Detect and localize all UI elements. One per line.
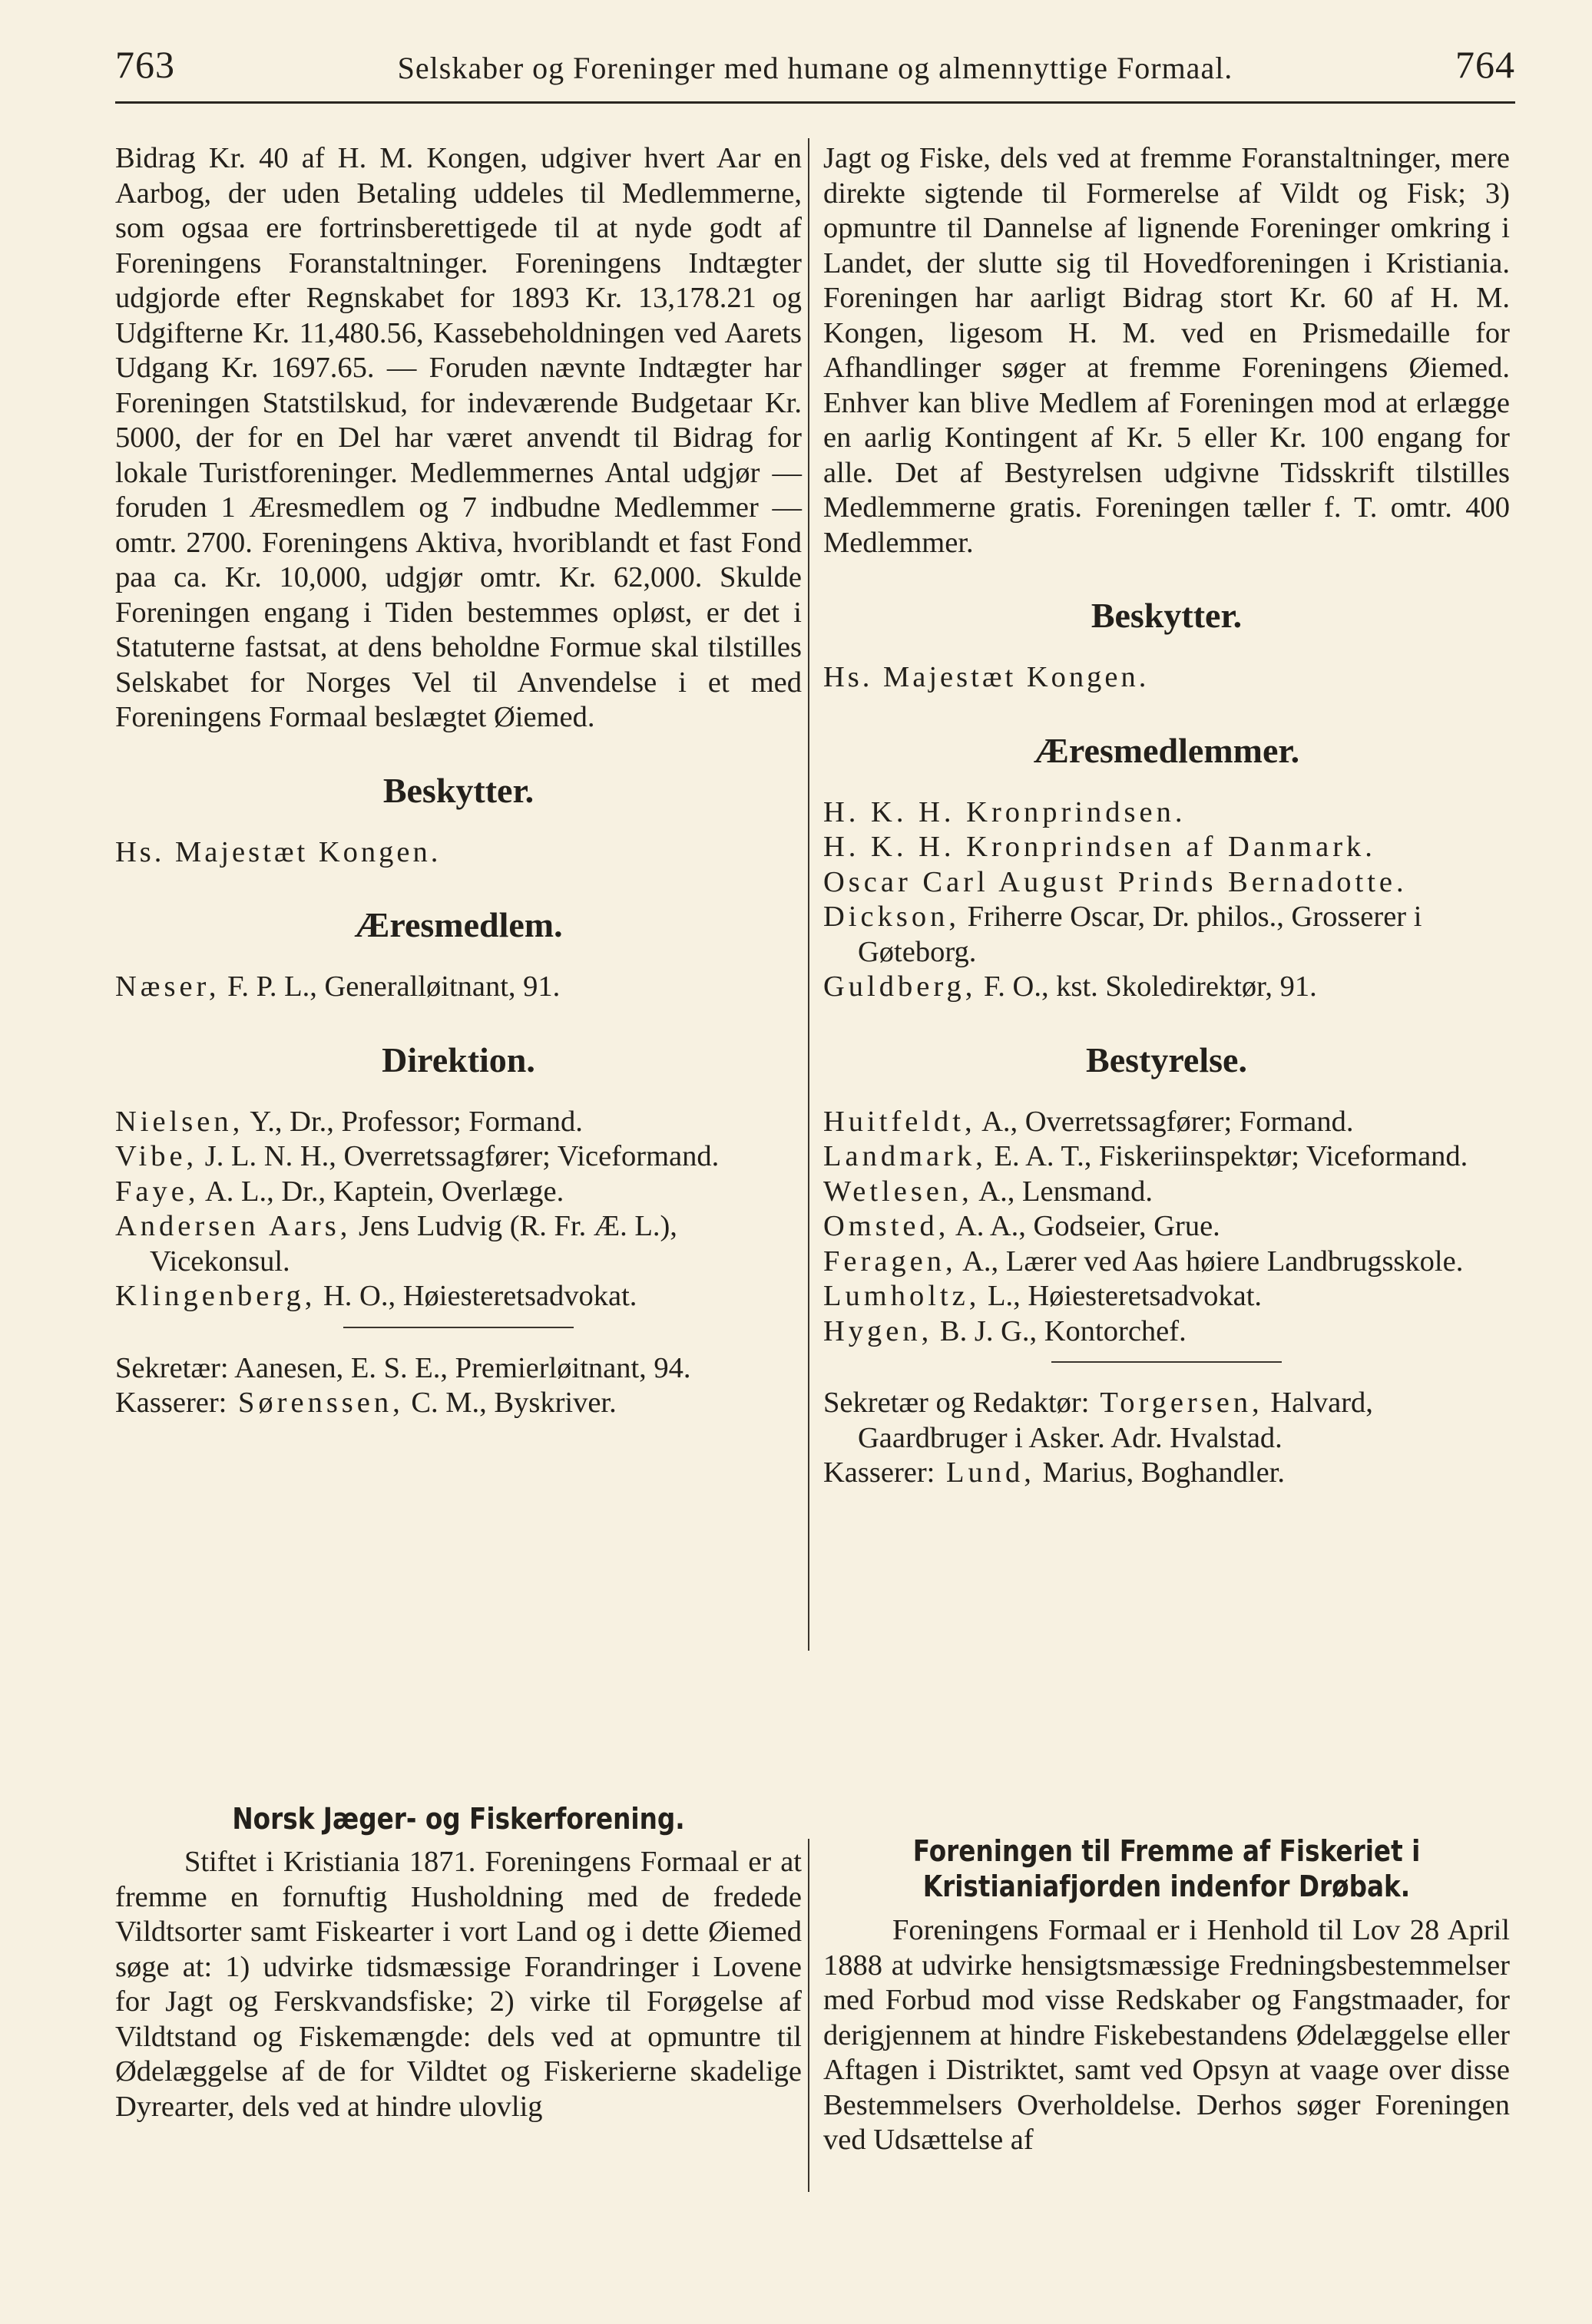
member-entry: Hygen, B. J. G., Kontorchef. xyxy=(823,1314,1187,1347)
honorary-heading: Æresmedlem. xyxy=(354,905,563,944)
member-entry: Huitfeldt, A., Overretssagfører; Formand. xyxy=(823,1105,1354,1138)
society-heading: Norsk Jæger- og Fiskerforening. xyxy=(232,1802,685,1836)
member-entry: Landmark, E. A. T., Fiskeriinspektør; Viceformand. xyxy=(823,1140,1468,1172)
protector-heading: Beskytter. xyxy=(382,770,535,810)
page-number-left: 763 xyxy=(115,43,175,86)
intro-paragraph: Bidrag Kr. 40 af H. M. Kongen, udgiver hvert Aar en Aarbog, der uden Betaling uddeles til Medlemmerne, som ogsaa ere fortrinsberettigede til at nyde godt af Foreningens Foranstaltninger. Foreningens Indtægter udgjorde efter Regnskabet for 1893 Kr. 13,178.21 og Udgifterne Kr. 11,480.56, Kassebeholdningen ved Aarets Udgang Kr. 1697.65. — Foruden nævnte Indtægter har Foreningen Statstilskud, for indeværende Budgetaar Kr. 5000, der for en Del har været anvendt til Bidrag for lokale Turistforeninger. Medlemmernes Antal udgjør — foruden 1 Æresmedlem og 7 indbudne Medlemmer — omtr. 2700. Foreningens Aktiva, hvoriblandt et fast Fond paa ca. Kr. 10,000, udgjør omtr. Kr. 62,000. Skulde Foreningen engang i Tiden bestemmes opløst, er det i Statuterne fastsat, at dens beholdne Formue skal tilstilles Selskabet for Norges Vel til Anvendelse i et med Foreningens Formaal beslægtet Øiemed. xyxy=(115,142,802,733)
treasurer-entry: Kasserer: Sørenssen, C. M., Byskriver. xyxy=(115,1387,617,1419)
section-rule xyxy=(1051,1361,1282,1363)
member-entry: Nielsen, Y., Dr., Professor; Formand. xyxy=(115,1105,583,1138)
secretary-entry: Sekretær og Redaktør: Torgersen, Halvard, Gaardbruger i Asker. Adr. Hvalstad. xyxy=(823,1387,1373,1454)
direction-heading: Direktion. xyxy=(382,1040,535,1079)
member-entry: Andersen Aars, Jens Ludvig (R. Fr. Æ. L.), Vicekonsul. xyxy=(115,1210,677,1278)
column-divider-lower xyxy=(808,1839,809,2192)
society-heading-line2: Kristianiafjorden indenfor Drøbak. xyxy=(922,1869,1411,1903)
running-title: Selskaber og Foreninger med humane og almennyttige Formaal. xyxy=(397,51,1233,85)
right-column-top xyxy=(823,141,1510,1491)
member-entry: Wetlesen, A., Lensmand. xyxy=(823,1175,1153,1208)
member-entry: Dickson, Friherre Oscar, Dr. philos., Grosserer i Gøteborg. xyxy=(823,901,1422,968)
member-entry: Guldberg, F. O., kst. Skoledirektør, 91. xyxy=(823,970,1317,1003)
member-entry: Oscar Carl August Prinds Bernadotte. xyxy=(823,865,1408,898)
honorary-heading: Æresmedlemmer. xyxy=(1033,730,1300,770)
member-entry: H. K. H. Kronprindsen af Danmark. xyxy=(823,831,1376,863)
protector-heading: Beskytter. xyxy=(1091,596,1243,635)
column-divider xyxy=(808,138,809,1651)
intro-paragraph: Jagt og Fiske, dels ved at fremme Foranstaltninger, mere direkte sigtende til Formerelse af Vildt og Fisk; 3) opmuntre til Dannelse af lignende Foreninger omkring i Landet, der slutte sig til Hovedforeningen i Kristiania. Foreningen har aarligt Bidrag stort Kr. 60 af H. M. Kongen, ligesom H. M. ved en Prismedaille for Afhandlinger søger at fremme Foreningens Øiemed. Enhver kan blive Medlem af Foreningen mod at erlægge en aarlig Kontingent af Kr. 5 eller Kr. 100 engang for alle. Det af Bestyrelsen udgivne Tidsskrift tilstilles Medlemmerne gratis. Foreningen tæller f. T. omtr. 400 Medlemmer. xyxy=(823,142,1510,559)
page-number-right: 764 xyxy=(1455,43,1515,86)
secretary-entry: Sekretær: Aanesen, E. S. E., Premierløitnant, 94. xyxy=(115,1351,691,1384)
page-header xyxy=(115,42,1515,96)
section-rule xyxy=(343,1327,574,1328)
left-column-bottom xyxy=(115,1800,802,2124)
society-heading-line1: Foreningen til Fremme af Fiskeriet i xyxy=(912,1834,1421,1868)
protector-name: Hs. Majestæt Kongen. xyxy=(115,835,442,868)
member-entry: Lumholtz, L., Høiesteretsadvokat. xyxy=(823,1280,1263,1312)
left-column-top xyxy=(115,141,802,1421)
member-entry: Vibe, J. L. N. H., Overretssagfører; Viceformand. xyxy=(115,1140,720,1172)
treasurer-entry: Kasserer: Lund, Marius, Boghandler. xyxy=(823,1456,1285,1489)
society-paragraph: Foreningens Formaal er i Henhold til Lov 28 April 1888 at udvirke hensigtsmæssige Fredningsbestemmelser med Forbud mod visse Redskaber og Fangstmaader, for derigjennem at hindre Fiskebestandens Ødelæggelse eller Aftagen i Distriktet, samt ved Opsyn at vaage over disse Bestemmelsers Overholdelse. Derhos søger Foreningen ved Udsættelse af xyxy=(823,1914,1510,2156)
member-entry: Klingenberg, H. O., Høiesteretsadvokat. xyxy=(115,1280,637,1312)
member-entry: H. K. H. Kronprindsen. xyxy=(823,795,1187,828)
member-entry: Næser, F. P. L., Generalløitnant, 91. xyxy=(115,970,561,1003)
member-entry: Faye, A. L., Dr., Kaptein, Overlæge. xyxy=(115,1175,564,1208)
member-entry: Omsted, A. A., Godseier, Grue. xyxy=(823,1210,1220,1242)
header-rule xyxy=(115,101,1515,104)
member-entry: Feragen, A., Lærer ved Aas høiere Landbrugsskole. xyxy=(823,1245,1464,1278)
board-heading: Bestyrelse. xyxy=(1086,1040,1247,1079)
society-paragraph: Stiftet i Kristiania 1871. Foreningens Formaal er at fremme en fornuftig Husholdning med de fredede Vildtsorter samt Fiskearter i vort Land og i dette Øiemed søge at: 1) udvirke tidsmæssige Forandringer i Lovene for Jagt og Ferskvandsfiske; 2) virke til Forøgelse af Vildtstand og Fiskemængde: dels ved at opmuntre til Ødelæggelse af de for Vildtet og Fiskerierne skadelige Dyrearter, dels ved at hindre ulovlig xyxy=(115,1846,802,2123)
protector-name: Hs. Majestæt Kongen. xyxy=(823,661,1150,693)
right-column-bottom xyxy=(823,1833,1510,2158)
